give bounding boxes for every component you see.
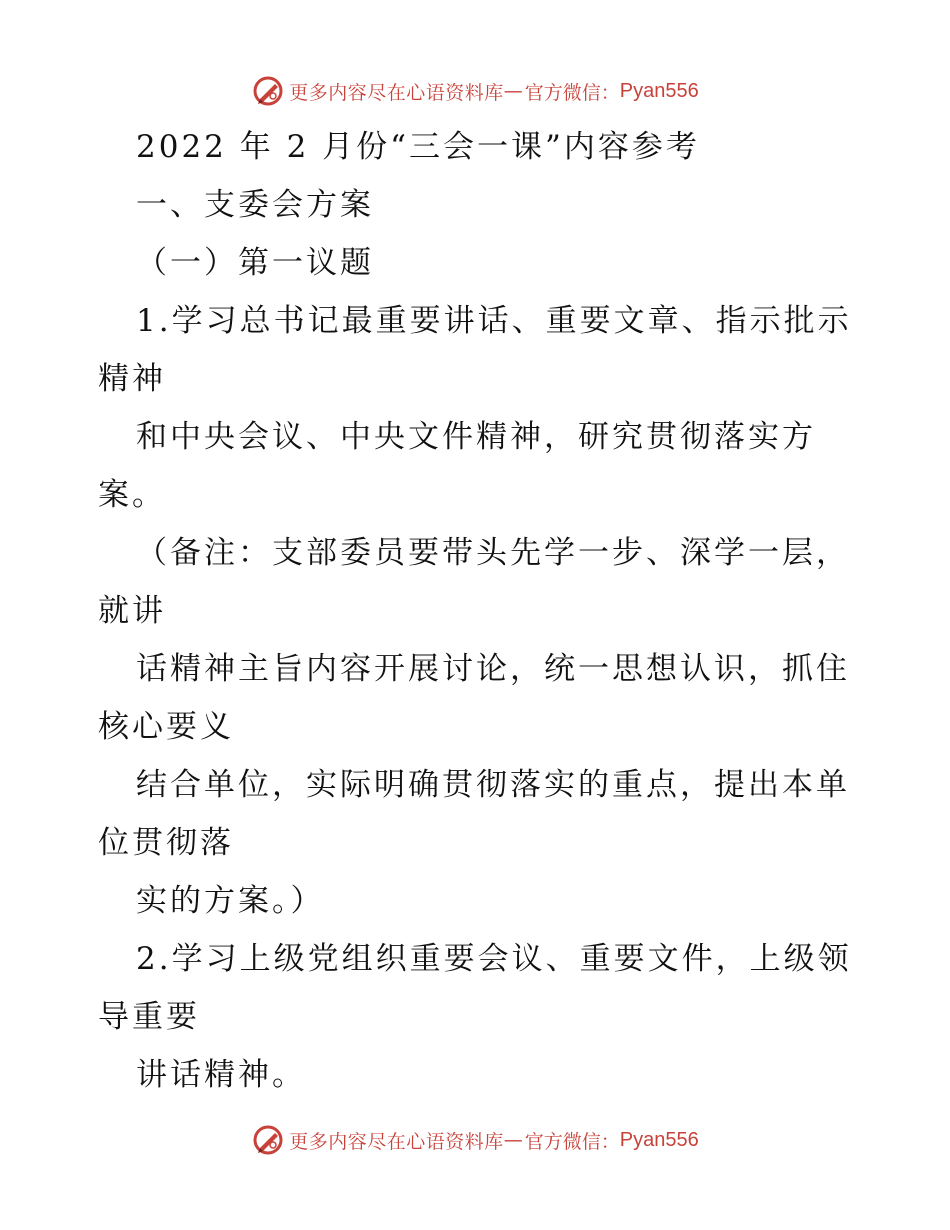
watermark-label: 官方微信： — [524, 81, 620, 104]
paragraph-line: 1.学习总书记最重要讲话、重要文章、指示批示 — [136, 303, 852, 339]
pen-logo-icon — [251, 1123, 285, 1157]
paragraph-line: 讲话精神。 — [136, 1057, 306, 1093]
watermark-separator: — — [503, 1129, 523, 1151]
watermark-site-text: 更多内容尽在心语资料库 — [289, 81, 504, 104]
paragraph-line: 实的方案。） — [136, 883, 325, 919]
watermark-wechat-id: Pyan556 — [619, 1128, 699, 1151]
footer-watermark — [0, 1120, 950, 1160]
watermark-separator: — — [503, 80, 523, 102]
section-heading: 一、支委会方案 — [136, 187, 374, 223]
paragraph-line: 和中央会议、中央文件精神，研究贯彻落实方 — [136, 419, 816, 455]
paragraph-line: 核心要义 — [98, 709, 234, 745]
paragraph-line: （备注：支部委员要带头先学一步、深学一层， — [136, 535, 850, 571]
subsection-heading: （一）第一议题 — [136, 245, 374, 281]
paragraph-line: 2.学习上级党组织重要会议、重要文件，上级领 — [136, 941, 852, 977]
paragraph-line: 导重要 — [98, 999, 200, 1035]
paragraph-line: 位贯彻落 — [98, 825, 234, 861]
paragraph-line: 话精神主旨内容开展讨论，统一思想认识，抓住 — [136, 651, 850, 687]
header-watermark — [0, 71, 950, 111]
paragraph-line: 精神 — [98, 361, 166, 397]
pen-logo-icon — [251, 74, 285, 108]
paragraph-line: 就讲 — [98, 593, 166, 629]
watermark-label: 官方微信： — [524, 1130, 620, 1153]
doc-title: 2022 年 2 月份“三会一课”内容参考 — [136, 129, 700, 165]
paragraph-line: 结合单位，实际明确贯彻落实的重点，提出本单 — [136, 767, 850, 803]
watermark-wechat-id: Pyan556 — [619, 79, 699, 102]
watermark-site-text: 更多内容尽在心语资料库 — [289, 1130, 504, 1153]
document-body — [98, 118, 868, 1104]
paragraph-line: 案。 — [98, 477, 166, 513]
